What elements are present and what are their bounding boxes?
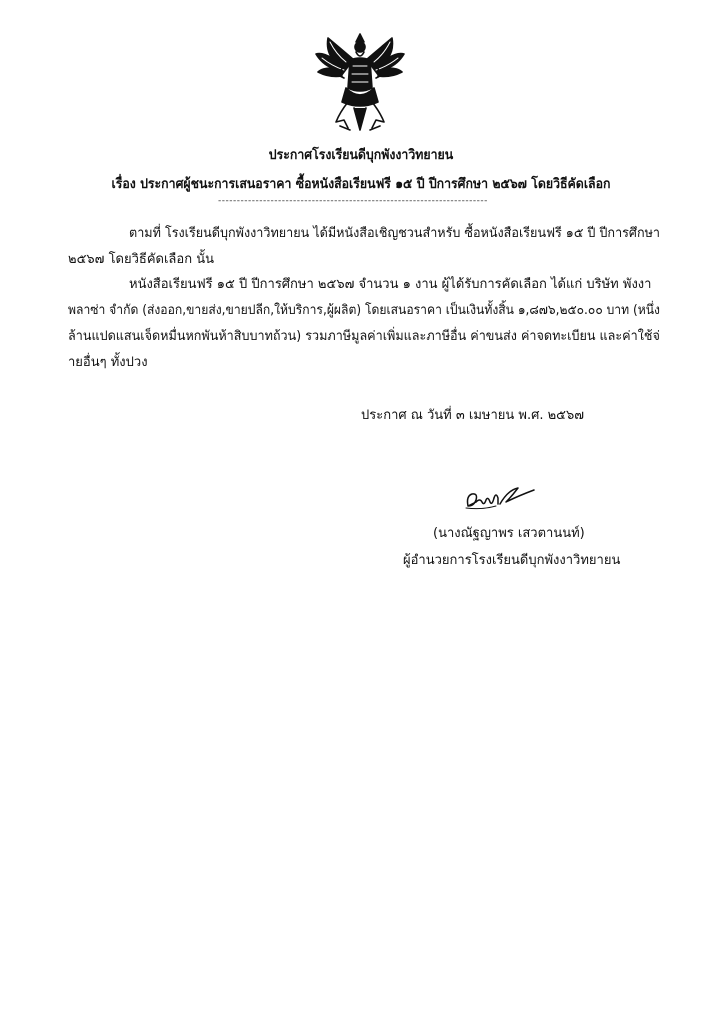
signatory-position: ผู้อำนวยการโรงเรียนดีบุกพังงาวิทยายน: [403, 553, 621, 568]
handwritten-signature-icon: [462, 484, 538, 514]
school-announcement-title: ประกาศโรงเรียนดีบุกพังงาวิทยายน: [268, 147, 454, 163]
garuda-emblem-icon: [310, 30, 410, 135]
signatory-name: (นางณัฐญาพร เสวตานนท์): [433, 526, 585, 541]
para1-line2: ๒๕๖๗ โดยวิธีคัดเลือก นั้น: [68, 252, 214, 267]
para1-line1: ตามที่ โรงเรียนดีบุกพังงาวิทยายน ได้มีหนังสือเชิญชวนสำหรับ ซื้อหนังสือเรียนฟรี ๑๕ ปี ปีการศึกษา: [129, 226, 661, 241]
divider-line: ------------------------------------------------------------------------: [218, 196, 488, 206]
announcement-date: ประกาศ ณ วันที่ ๓ เมษายน พ.ศ. ๒๕๖๗: [361, 408, 585, 423]
announcement-subject: เรื่อง ประกาศผู้ชนะการเสนอราคา ซื้อหนังสือเรียนฟรี ๑๕ ปี ปีการศึกษา ๒๕๖๗ โดยวิธีคัดเลือก: [111, 176, 611, 192]
para2-line3: ล้านแปดแสนเจ็ดหมื่นหกพันห้าสิบบาทถ้วน) รวมภาษีมูลค่าเพิ่มและภาษีอื่น ค่าขนส่ง ค่าจดทะเบียน และค่าใช้จ่: [68, 329, 660, 344]
para2-line4: ายอื่นๆ ทั้งปวง: [68, 355, 148, 370]
para2-line2: พลาซ่า จำกัด (ส่งออก,ขายส่ง,ขายปลีก,ให้บริการ,ผู้ผลิต) โดยเสนอราคา เป็นเงินทั้งสิ้น ๑,๘๗๖,๒๕๐.๐๐ บาท (หนึ่ง: [68, 303, 660, 318]
para2-line1: หนังสือเรียนฟรี ๑๕ ปี ปีการศึกษา ๒๕๖๗ จำนวน ๑ งาน ผู้ได้รับการคัดเลือก ได้แก่ บริษัท พังงา: [129, 277, 652, 292]
